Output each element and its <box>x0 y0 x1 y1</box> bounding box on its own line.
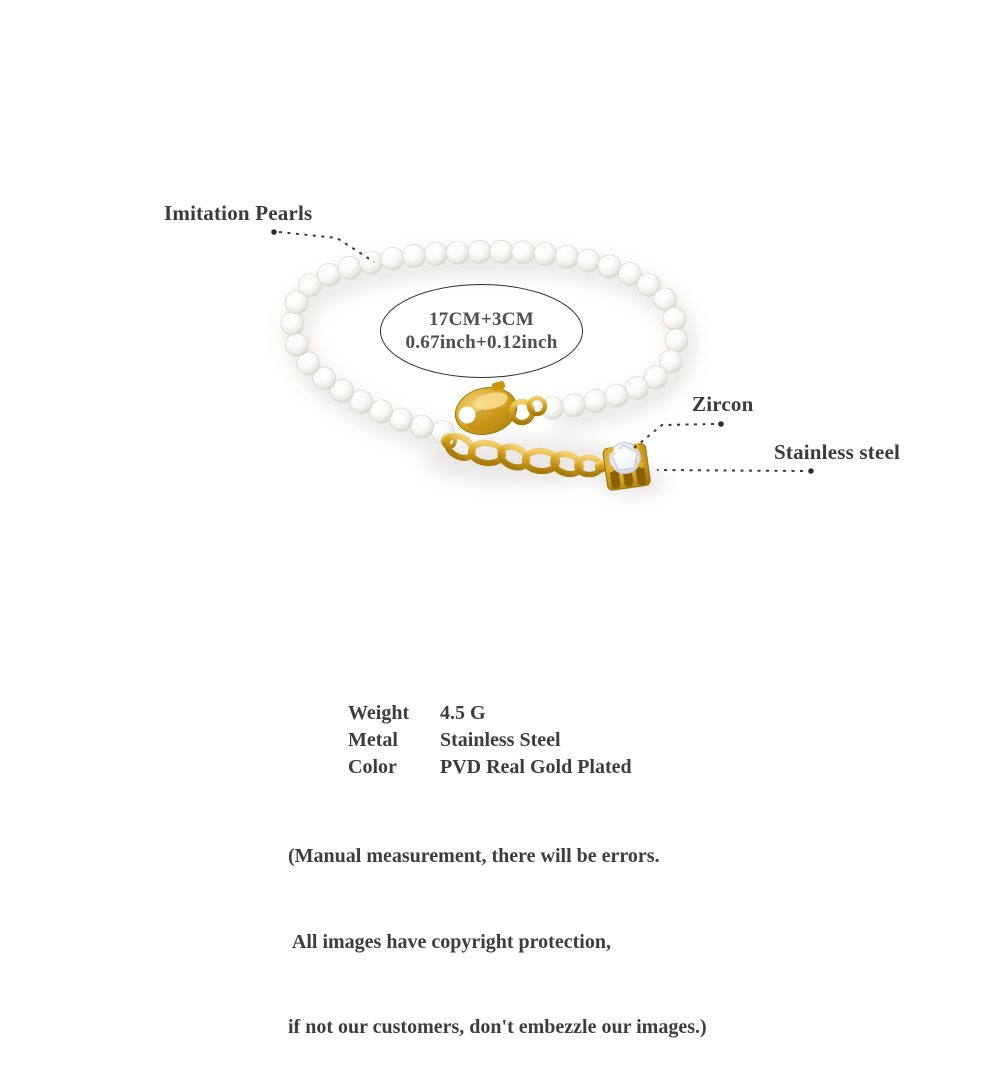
pearl <box>338 256 361 279</box>
pearl <box>468 240 491 263</box>
spec-label: Metal <box>348 729 398 751</box>
pearl <box>446 241 469 264</box>
leader-dot-pearls <box>271 229 277 235</box>
disclaimer-line-2: All images have copyright protection, <box>288 930 611 953</box>
pearl <box>381 247 404 270</box>
pearl <box>665 329 688 352</box>
disclaimer <box>288 785 707 1070</box>
pearl <box>625 376 648 399</box>
leader-line-pearls <box>279 232 374 262</box>
pearl <box>424 242 447 265</box>
pearl <box>317 263 340 286</box>
pearl <box>512 241 535 264</box>
pearl <box>410 415 433 438</box>
leader-dot-zircon <box>718 421 724 427</box>
pearl <box>359 251 382 274</box>
pearl <box>577 249 600 272</box>
callout-imitation-pearls: Imitation Pearls <box>164 201 313 225</box>
pearl <box>555 245 578 268</box>
pearl <box>605 384 628 407</box>
disclaimer-line-1: (Manual measurement, there will be errors. <box>288 845 660 867</box>
spec-table <box>348 700 632 781</box>
spec-row-metal <box>348 727 632 754</box>
pearl <box>534 242 557 265</box>
spec-value: 4.5 G <box>440 702 486 724</box>
pearl <box>403 244 426 267</box>
leader-line-steel <box>657 470 803 471</box>
pearl <box>390 408 413 431</box>
pearl <box>663 307 686 330</box>
spec-row-color <box>348 754 632 781</box>
lobster-clasp <box>450 380 545 440</box>
pearl <box>490 240 513 263</box>
pearl <box>562 394 585 417</box>
spec-label: Color <box>348 756 397 778</box>
spec-row-weight <box>348 700 632 727</box>
size-callout-oval <box>380 284 583 378</box>
pearl <box>584 390 607 413</box>
pearl <box>281 312 304 335</box>
spec-value: Stainless Steel <box>440 729 561 751</box>
callout-zircon: Zircon <box>692 392 754 416</box>
size-cm: 17CM+3CM <box>428 309 535 330</box>
callout-stainless-steel: Stainless steel <box>774 440 901 464</box>
spec-value: PVD Real Gold Plated <box>440 756 632 778</box>
pearl <box>598 255 621 278</box>
disclaimer-line-3: if not our customers, don't embezzle our images.) <box>288 1016 707 1038</box>
pearl <box>286 333 309 356</box>
size-inch: 0.67inch+0.12inch <box>405 332 558 353</box>
leader-dot-steel <box>808 468 814 474</box>
leader-line-zircon <box>634 424 714 448</box>
spec-label: Weight <box>348 702 410 724</box>
